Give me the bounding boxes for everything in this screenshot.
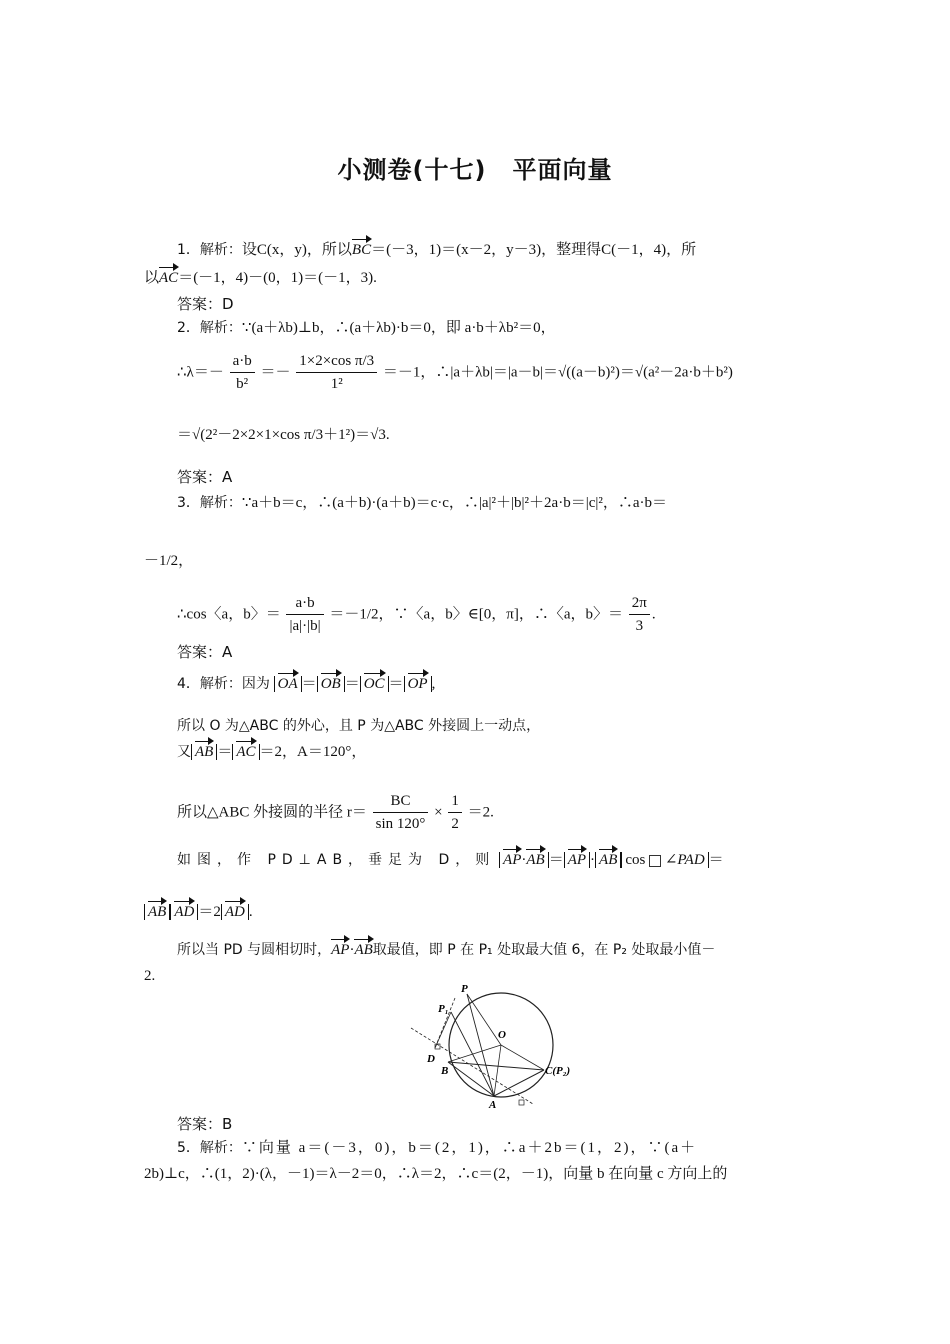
q4-line7-b: 取最值，即 P 在 P₁ 处取最大值 6，在 P₂ 处取最小值－ — [372, 942, 716, 958]
q1-text-c: 以 — [144, 270, 160, 286]
label-o: O — [498, 1029, 506, 1041]
segment-oc — [501, 1045, 544, 1070]
q1-vector-bc: BC — [351, 242, 372, 258]
segment-ob — [448, 1045, 501, 1062]
q2-frac1-num: a·b — [230, 350, 255, 373]
right-angle-mark-c — [519, 1100, 524, 1105]
q2-line3: ＝√(2²－2×2×1×cos π/3＋1²)＝√3. — [177, 427, 390, 443]
q3-frac-num: a·b — [286, 592, 323, 615]
q5-line2: 2b)⊥c，∴(1，2)·(λ，－1)＝λ－2＝0，∴λ＝2，∴c＝(2，－1)，向量 b 在向量 c 方向上的 — [144, 1166, 728, 1182]
q3-line1 — [177, 493, 667, 513]
q2-frac2-den: 1² — [330, 376, 343, 392]
q4-line5: 如图，作 PD⊥AB，垂足为 D，则 AP·AB ＝ AP · AB cos ∠PAD ＝ — [177, 852, 724, 868]
q4-line3: 又 AB ＝ AC ＝2，A＝120°， — [177, 744, 367, 760]
q1-label: 1．解析： — [177, 242, 242, 258]
q4-frac2-den: 2 — [451, 816, 459, 832]
label-b: B — [441, 1065, 449, 1077]
q4-label: 4．解析： — [177, 676, 242, 692]
q2-frac1-den: b² — [236, 376, 249, 392]
q4-line8: 2. — [144, 968, 156, 984]
q4-line4-a: 所以△ABC 外接圆的半径 r＝ — [177, 804, 367, 821]
q5-line1-text: ∵向量 a＝(－3，0)，b＝(2，1)，∴a＋2b＝(1，2)，∵(a＋ — [241, 1140, 698, 1156]
q4-answer: 答案：B — [177, 1115, 233, 1133]
q3-fraction-1 — [286, 592, 323, 637]
q4-line4-c: ＝2. — [467, 804, 494, 821]
q2-answer: 答案：A — [177, 468, 233, 486]
title-main: 小测卷(十七) — [337, 156, 487, 184]
line-ab-extended — [411, 1028, 533, 1104]
q4-fraction-1 — [373, 790, 429, 835]
q4-cos-text: cos — [625, 852, 646, 868]
q3-line2: －1/2， — [144, 553, 194, 569]
q1-text-b: ＝(－3，1)＝(x－2，y－3)，整理得C(－1，4)，所 — [371, 242, 697, 258]
q3-frac2-num: 2π — [629, 592, 650, 615]
q3-line3-b: ＝－1/2，∵〈a，b〉∈[0，π]，∴〈a，b〉＝ — [329, 606, 624, 623]
q1-vector-ac: AC — [159, 270, 179, 286]
q5-label: 5．解析： — [177, 1140, 242, 1156]
q4-vector-op: OP — [407, 676, 428, 692]
geometry-figure — [405, 982, 585, 1112]
q2-fraction-2 — [296, 350, 377, 395]
q4-vector-ap-1: AP — [503, 852, 522, 868]
q2-equation-row — [177, 350, 733, 395]
q4-line3-b: ＝2，A＝120°， — [259, 744, 367, 760]
label-c: C(P₂) — [545, 1065, 571, 1077]
q4-vector-ob: OB — [320, 676, 341, 692]
q3-line1-text: ∵a＋b＝c，∴(a＋b)·(a＋b)＝c·c，∴|a|²＋|b|²＋2a·b＝|c|²，∴a·b＝ — [241, 495, 668, 511]
q5-line1 — [177, 1138, 697, 1158]
q3-label: 3．解析： — [177, 495, 242, 511]
q4-vector-ap-3: AP — [331, 942, 350, 958]
q4-angle-text: ∠PAD — [664, 852, 705, 868]
q1-answer: 答案：D — [177, 295, 234, 313]
q4-vector-ad-1: AD — [174, 904, 195, 920]
q1-text-d: ＝(－1，4)－(0，1)＝(－1，3). — [178, 270, 377, 286]
q4-vector-ac: AC — [236, 744, 256, 760]
q3-answer: 答案：A — [177, 643, 233, 661]
q4-line2: 所以 O 为△ABC 的外心，且 P 为△ABC 外接圆上一动点， — [177, 718, 541, 734]
label-d: D — [427, 1053, 435, 1065]
q1-line1 — [177, 240, 696, 260]
q4-line7-a: 所以当 PD 与圆相切时， — [177, 942, 332, 958]
q2-eq-right: ＝－1，∴|a＋λb|＝|a－b|＝√((a－b)²)＝√(a²－2a·b＋b²) — [382, 364, 733, 381]
q4-line4-b: × — [434, 804, 443, 821]
q4-line7: 所以当 PD 与圆相切时，AP·AB取最值，即 P 在 P₁ 处取最大值 6，在 P₂ 处取最小值－ — [177, 942, 716, 958]
q2-fraction-1 — [230, 350, 255, 395]
q1-text-a: 设C(x，y)，所以 — [241, 242, 352, 258]
q4-vector-ap-2: AP — [567, 852, 587, 868]
q3-line3-a: ∴cos〈a，b〉＝ — [177, 606, 281, 623]
segment-bc — [448, 1062, 544, 1070]
q4-fraction-2 — [448, 790, 462, 835]
q4-vector-ab-3: AB — [599, 852, 618, 868]
q2-line1-text: ∵(a＋λb)⊥b，∴(a＋λb)·b＝0，即 a·b＋λb²＝0， — [241, 320, 556, 336]
q4-vector-ad-2: AD — [224, 904, 245, 920]
label-p: P — [461, 983, 468, 995]
segment-po — [467, 994, 501, 1045]
q4-frac-den: sin 120° — [375, 816, 426, 832]
q3-fraction-2 — [629, 592, 650, 637]
q4-vector-ab-5: AB — [354, 942, 373, 958]
segment-oa — [494, 1045, 501, 1096]
label-a: A — [489, 1099, 497, 1111]
q4-frac2-num: 1 — [448, 790, 462, 813]
page-title — [0, 150, 950, 185]
segment-ba — [448, 1062, 494, 1096]
title-sub: 平面向量 — [512, 156, 613, 184]
q2-label: 2．解析： — [177, 320, 242, 336]
q4-line5-a: 如图，作 PD⊥AB，垂足为 D，则 — [177, 852, 496, 868]
q4-vector-oa: OA — [277, 676, 298, 692]
q4-line4 — [177, 790, 494, 835]
q1-line2 — [144, 268, 377, 288]
label-p1: P₁ — [438, 1003, 449, 1015]
q4-vector-ab-4: AB — [148, 904, 167, 920]
q4-vector-ab-2: AB — [526, 852, 545, 868]
q4-vector-oc: OC — [363, 676, 385, 692]
q4-line1: 4．解析：因为 OA ＝ OB ＝ OC ＝ OP , — [177, 676, 436, 692]
q4-line6-b: ＝2 — [198, 904, 221, 920]
q2-eq-mid: ＝－ — [260, 364, 291, 381]
q2-eq-start: ∴λ＝－ — [177, 364, 224, 381]
q4-line3-a: 又 — [177, 744, 191, 760]
q2-frac2-num: 1×2×cos π/3 — [296, 350, 377, 373]
q4-vector-ab: AB — [195, 744, 214, 760]
q3-frac2-den: 3 — [635, 618, 644, 634]
placeholder-box-icon — [649, 855, 661, 867]
q3-line3: ∴cos〈a，b〉＝ $\frac{a\cdot b}{|a|\cdot|b|}$ ＝－1/2，∵〈a，b〉∈[0，π]，∴〈a，b〉＝ $\frac{2\pi}{3}$ . — [177, 592, 656, 637]
segment-pa — [467, 994, 494, 1096]
q4-line1-a: 因为 — [241, 676, 270, 692]
q3-frac-den: |a|·|b| — [289, 618, 321, 634]
q4-line6: AB AD ＝2 AD . — [144, 902, 253, 922]
q4-frac-num: BC — [373, 790, 429, 813]
q2-line1 — [177, 318, 556, 338]
